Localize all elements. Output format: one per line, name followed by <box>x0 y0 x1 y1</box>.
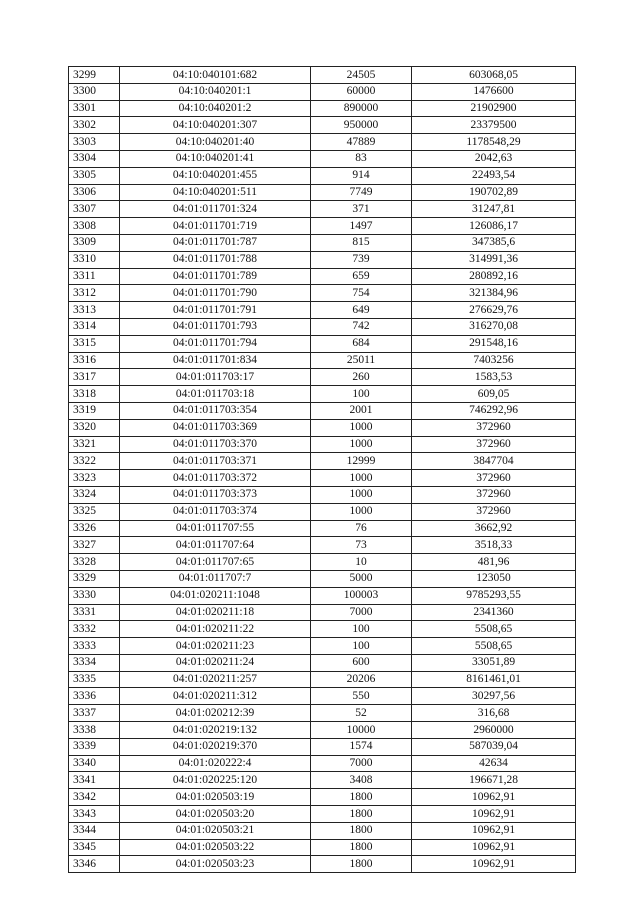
cadastral-number-cell: 04:01:011701:788 <box>120 251 311 268</box>
area-cell: 7749 <box>311 184 412 201</box>
cadastral-number-cell: 04:01:011703:370 <box>120 436 311 453</box>
value-cell: 372960 <box>412 486 576 503</box>
value-cell: 22493,54 <box>412 167 576 184</box>
table-row <box>69 251 576 268</box>
row-number-cell: 3323 <box>69 470 120 487</box>
cadastral-number-cell: 04:01:020219:132 <box>120 722 311 739</box>
cadastral-number-cell: 04:01:011701:794 <box>120 335 311 352</box>
table-row <box>69 302 576 319</box>
area-cell: 2001 <box>311 402 412 419</box>
row-number-cell: 3340 <box>69 755 120 772</box>
value-cell: 10962,91 <box>412 839 576 856</box>
row-number-cell: 3301 <box>69 100 120 117</box>
cadastral-number-cell: 04:01:011707:7 <box>120 570 311 587</box>
area-cell: 25011 <box>311 352 412 369</box>
land-parcel-table <box>68 66 576 873</box>
table-row <box>69 772 576 789</box>
row-number-cell: 3336 <box>69 688 120 705</box>
table-row <box>69 520 576 537</box>
table-row <box>69 318 576 335</box>
cadastral-number-cell: 04:10:040201:511 <box>120 184 311 201</box>
cadastral-number-cell: 04:01:011703:354 <box>120 402 311 419</box>
table-row <box>69 352 576 369</box>
value-cell: 481,96 <box>412 554 576 571</box>
value-cell: 3847704 <box>412 453 576 470</box>
value-cell: 123050 <box>412 570 576 587</box>
table-row <box>69 234 576 251</box>
area-cell: 1000 <box>311 503 412 520</box>
area-cell: 739 <box>311 251 412 268</box>
cadastral-number-cell: 04:01:011703:371 <box>120 453 311 470</box>
cadastral-number-cell: 04:01:020211:23 <box>120 638 311 655</box>
value-cell: 2960000 <box>412 722 576 739</box>
row-number-cell: 3318 <box>69 386 120 403</box>
table-row <box>69 604 576 621</box>
row-number-cell: 3312 <box>69 285 120 302</box>
cadastral-number-cell: 04:10:040201:40 <box>120 134 311 151</box>
cadastral-number-cell: 04:01:020219:370 <box>120 738 311 755</box>
cadastral-number-cell: 04:10:040101:682 <box>120 67 311 84</box>
row-number-cell: 3316 <box>69 352 120 369</box>
value-cell: 10962,91 <box>412 856 576 873</box>
row-number-cell: 3320 <box>69 419 120 436</box>
cadastral-number-cell: 04:10:040201:41 <box>120 150 311 167</box>
row-number-cell: 3327 <box>69 537 120 554</box>
value-cell: 10962,91 <box>412 806 576 823</box>
table-row <box>69 738 576 755</box>
area-cell: 76 <box>311 520 412 537</box>
value-cell: 321384,96 <box>412 285 576 302</box>
table-row <box>69 755 576 772</box>
table-row <box>69 554 576 571</box>
row-number-cell: 3328 <box>69 554 120 571</box>
table-row <box>69 369 576 386</box>
table-row <box>69 722 576 739</box>
row-number-cell: 3324 <box>69 486 120 503</box>
row-number-cell: 3315 <box>69 335 120 352</box>
row-number-cell: 3330 <box>69 587 120 604</box>
row-number-cell: 3319 <box>69 402 120 419</box>
table-row <box>69 218 576 235</box>
cadastral-number-cell: 04:10:040201:2 <box>120 100 311 117</box>
row-number-cell: 3338 <box>69 722 120 739</box>
area-cell: 1800 <box>311 806 412 823</box>
cadastral-number-cell: 04:01:020211:1048 <box>120 587 311 604</box>
cadastral-number-cell: 04:01:020503:19 <box>120 789 311 806</box>
document-page <box>68 66 576 873</box>
cadastral-number-cell: 04:01:020503:21 <box>120 822 311 839</box>
area-cell: 5000 <box>311 570 412 587</box>
cadastral-number-cell: 04:01:020222:4 <box>120 755 311 772</box>
table-row <box>69 587 576 604</box>
area-cell: 100 <box>311 386 412 403</box>
cadastral-number-cell: 04:01:011701:719 <box>120 218 311 235</box>
value-cell: 21902900 <box>412 100 576 117</box>
area-cell: 1574 <box>311 738 412 755</box>
table-row <box>69 268 576 285</box>
table-row <box>69 285 576 302</box>
area-cell: 742 <box>311 318 412 335</box>
table-row <box>69 688 576 705</box>
cadastral-number-cell: 04:01:020225:120 <box>120 772 311 789</box>
row-number-cell: 3304 <box>69 150 120 167</box>
area-cell: 659 <box>311 268 412 285</box>
row-number-cell: 3307 <box>69 201 120 218</box>
row-number-cell: 3321 <box>69 436 120 453</box>
value-cell: 3518,33 <box>412 537 576 554</box>
value-cell: 9785293,55 <box>412 587 576 604</box>
area-cell: 10 <box>311 554 412 571</box>
value-cell: 314991,36 <box>412 251 576 268</box>
table-row <box>69 201 576 218</box>
value-cell: 1583,53 <box>412 369 576 386</box>
table-row <box>69 419 576 436</box>
row-number-cell: 3299 <box>69 67 120 84</box>
table-row <box>69 453 576 470</box>
table-row <box>69 503 576 520</box>
cadastral-number-cell: 04:01:020211:24 <box>120 654 311 671</box>
area-cell: 10000 <box>311 722 412 739</box>
row-number-cell: 3317 <box>69 369 120 386</box>
area-cell: 52 <box>311 705 412 722</box>
row-number-cell: 3313 <box>69 302 120 319</box>
table-row <box>69 839 576 856</box>
area-cell: 83 <box>311 150 412 167</box>
row-number-cell: 3314 <box>69 318 120 335</box>
area-cell: 1000 <box>311 486 412 503</box>
table-row <box>69 621 576 638</box>
cadastral-number-cell: 04:01:020503:22 <box>120 839 311 856</box>
value-cell: 372960 <box>412 503 576 520</box>
row-number-cell: 3302 <box>69 117 120 134</box>
cadastral-number-cell: 04:01:011703:374 <box>120 503 311 520</box>
value-cell: 2341360 <box>412 604 576 621</box>
area-cell: 815 <box>311 234 412 251</box>
cadastral-number-cell: 04:01:011701:793 <box>120 318 311 335</box>
value-cell: 10962,91 <box>412 789 576 806</box>
value-cell: 8161461,01 <box>412 671 576 688</box>
row-number-cell: 3332 <box>69 621 120 638</box>
area-cell: 20206 <box>311 671 412 688</box>
area-cell: 1800 <box>311 856 412 873</box>
cadastral-number-cell: 04:01:011701:790 <box>120 285 311 302</box>
value-cell: 3662,92 <box>412 520 576 537</box>
table-row <box>69 705 576 722</box>
table-row <box>69 117 576 134</box>
area-cell: 1800 <box>311 839 412 856</box>
area-cell: 100 <box>311 638 412 655</box>
value-cell: 190702,89 <box>412 184 576 201</box>
value-cell: 30297,56 <box>412 688 576 705</box>
table-row <box>69 150 576 167</box>
value-cell: 5508,65 <box>412 638 576 655</box>
row-number-cell: 3345 <box>69 839 120 856</box>
table-row <box>69 806 576 823</box>
area-cell: 600 <box>311 654 412 671</box>
table-row <box>69 789 576 806</box>
value-cell: 746292,96 <box>412 402 576 419</box>
row-number-cell: 3303 <box>69 134 120 151</box>
row-number-cell: 3339 <box>69 738 120 755</box>
cadastral-number-cell: 04:01:020212:39 <box>120 705 311 722</box>
value-cell: 196671,28 <box>412 772 576 789</box>
cadastral-number-cell: 04:10:040201:1 <box>120 83 311 100</box>
row-number-cell: 3326 <box>69 520 120 537</box>
cadastral-number-cell: 04:01:011701:324 <box>120 201 311 218</box>
value-cell: 609,05 <box>412 386 576 403</box>
table-row <box>69 638 576 655</box>
row-number-cell: 3343 <box>69 806 120 823</box>
table-row <box>69 83 576 100</box>
row-number-cell: 3334 <box>69 654 120 671</box>
row-number-cell: 3341 <box>69 772 120 789</box>
table-row <box>69 671 576 688</box>
table-row <box>69 335 576 352</box>
table-row <box>69 167 576 184</box>
table-row <box>69 570 576 587</box>
table-row <box>69 386 576 403</box>
area-cell: 371 <box>311 201 412 218</box>
row-number-cell: 3335 <box>69 671 120 688</box>
cadastral-number-cell: 04:01:020211:22 <box>120 621 311 638</box>
table-row <box>69 134 576 151</box>
cadastral-number-cell: 04:10:040201:307 <box>120 117 311 134</box>
value-cell: 587039,04 <box>412 738 576 755</box>
value-cell: 10962,91 <box>412 822 576 839</box>
value-cell: 33051,89 <box>412 654 576 671</box>
value-cell: 1178548,29 <box>412 134 576 151</box>
area-cell: 47889 <box>311 134 412 151</box>
row-number-cell: 3309 <box>69 234 120 251</box>
cadastral-number-cell: 04:01:011703:17 <box>120 369 311 386</box>
area-cell: 649 <box>311 302 412 319</box>
area-cell: 7000 <box>311 755 412 772</box>
value-cell: 1476600 <box>412 83 576 100</box>
area-cell: 1800 <box>311 789 412 806</box>
row-number-cell: 3325 <box>69 503 120 520</box>
cadastral-number-cell: 04:10:040201:455 <box>120 167 311 184</box>
value-cell: 372960 <box>412 419 576 436</box>
area-cell: 550 <box>311 688 412 705</box>
row-number-cell: 3346 <box>69 856 120 873</box>
cadastral-number-cell: 04:01:011707:65 <box>120 554 311 571</box>
row-number-cell: 3300 <box>69 83 120 100</box>
value-cell: 42634 <box>412 755 576 772</box>
value-cell: 126086,17 <box>412 218 576 235</box>
table-row <box>69 654 576 671</box>
cadastral-number-cell: 04:01:011703:372 <box>120 470 311 487</box>
area-cell: 100003 <box>311 587 412 604</box>
cadastral-number-cell: 04:01:020503:23 <box>120 856 311 873</box>
row-number-cell: 3305 <box>69 167 120 184</box>
area-cell: 1800 <box>311 822 412 839</box>
value-cell: 280892,16 <box>412 268 576 285</box>
row-number-cell: 3331 <box>69 604 120 621</box>
row-number-cell: 3308 <box>69 218 120 235</box>
value-cell: 372960 <box>412 470 576 487</box>
row-number-cell: 3329 <box>69 570 120 587</box>
table-body <box>69 67 576 873</box>
cadastral-number-cell: 04:01:011707:55 <box>120 520 311 537</box>
area-cell: 12999 <box>311 453 412 470</box>
area-cell: 60000 <box>311 83 412 100</box>
area-cell: 73 <box>311 537 412 554</box>
area-cell: 100 <box>311 621 412 638</box>
cadastral-number-cell: 04:01:011703:18 <box>120 386 311 403</box>
value-cell: 372960 <box>412 436 576 453</box>
value-cell: 5508,65 <box>412 621 576 638</box>
cadastral-number-cell: 04:01:011701:789 <box>120 268 311 285</box>
row-number-cell: 3333 <box>69 638 120 655</box>
table-row <box>69 486 576 503</box>
value-cell: 316270,08 <box>412 318 576 335</box>
value-cell: 2042,63 <box>412 150 576 167</box>
value-cell: 23379500 <box>412 117 576 134</box>
row-number-cell: 3311 <box>69 268 120 285</box>
cadastral-number-cell: 04:01:020211:257 <box>120 671 311 688</box>
cadastral-number-cell: 04:01:020211:312 <box>120 688 311 705</box>
area-cell: 914 <box>311 167 412 184</box>
table-row <box>69 822 576 839</box>
table-row <box>69 67 576 84</box>
table-row <box>69 402 576 419</box>
table-row <box>69 470 576 487</box>
cadastral-number-cell: 04:01:011703:369 <box>120 419 311 436</box>
area-cell: 7000 <box>311 604 412 621</box>
cadastral-number-cell: 04:01:011701:791 <box>120 302 311 319</box>
value-cell: 347385,6 <box>412 234 576 251</box>
row-number-cell: 3344 <box>69 822 120 839</box>
table-row <box>69 856 576 873</box>
area-cell: 1497 <box>311 218 412 235</box>
cadastral-number-cell: 04:01:011703:373 <box>120 486 311 503</box>
area-cell: 1000 <box>311 436 412 453</box>
area-cell: 684 <box>311 335 412 352</box>
cadastral-number-cell: 04:01:020211:18 <box>120 604 311 621</box>
row-number-cell: 3322 <box>69 453 120 470</box>
value-cell: 7403256 <box>412 352 576 369</box>
area-cell: 3408 <box>311 772 412 789</box>
cadastral-number-cell: 04:01:011701:787 <box>120 234 311 251</box>
row-number-cell: 3306 <box>69 184 120 201</box>
row-number-cell: 3337 <box>69 705 120 722</box>
area-cell: 1000 <box>311 419 412 436</box>
table-row <box>69 537 576 554</box>
row-number-cell: 3342 <box>69 789 120 806</box>
table-row <box>69 184 576 201</box>
area-cell: 950000 <box>311 117 412 134</box>
value-cell: 291548,16 <box>412 335 576 352</box>
cadastral-number-cell: 04:01:011701:834 <box>120 352 311 369</box>
table-row <box>69 436 576 453</box>
area-cell: 260 <box>311 369 412 386</box>
table-row <box>69 100 576 117</box>
value-cell: 316,68 <box>412 705 576 722</box>
area-cell: 754 <box>311 285 412 302</box>
value-cell: 603068,05 <box>412 67 576 84</box>
value-cell: 31247,81 <box>412 201 576 218</box>
area-cell: 1000 <box>311 470 412 487</box>
row-number-cell: 3310 <box>69 251 120 268</box>
cadastral-number-cell: 04:01:020503:20 <box>120 806 311 823</box>
area-cell: 890000 <box>311 100 412 117</box>
area-cell: 24505 <box>311 67 412 84</box>
value-cell: 276629,76 <box>412 302 576 319</box>
cadastral-number-cell: 04:01:011707:64 <box>120 537 311 554</box>
